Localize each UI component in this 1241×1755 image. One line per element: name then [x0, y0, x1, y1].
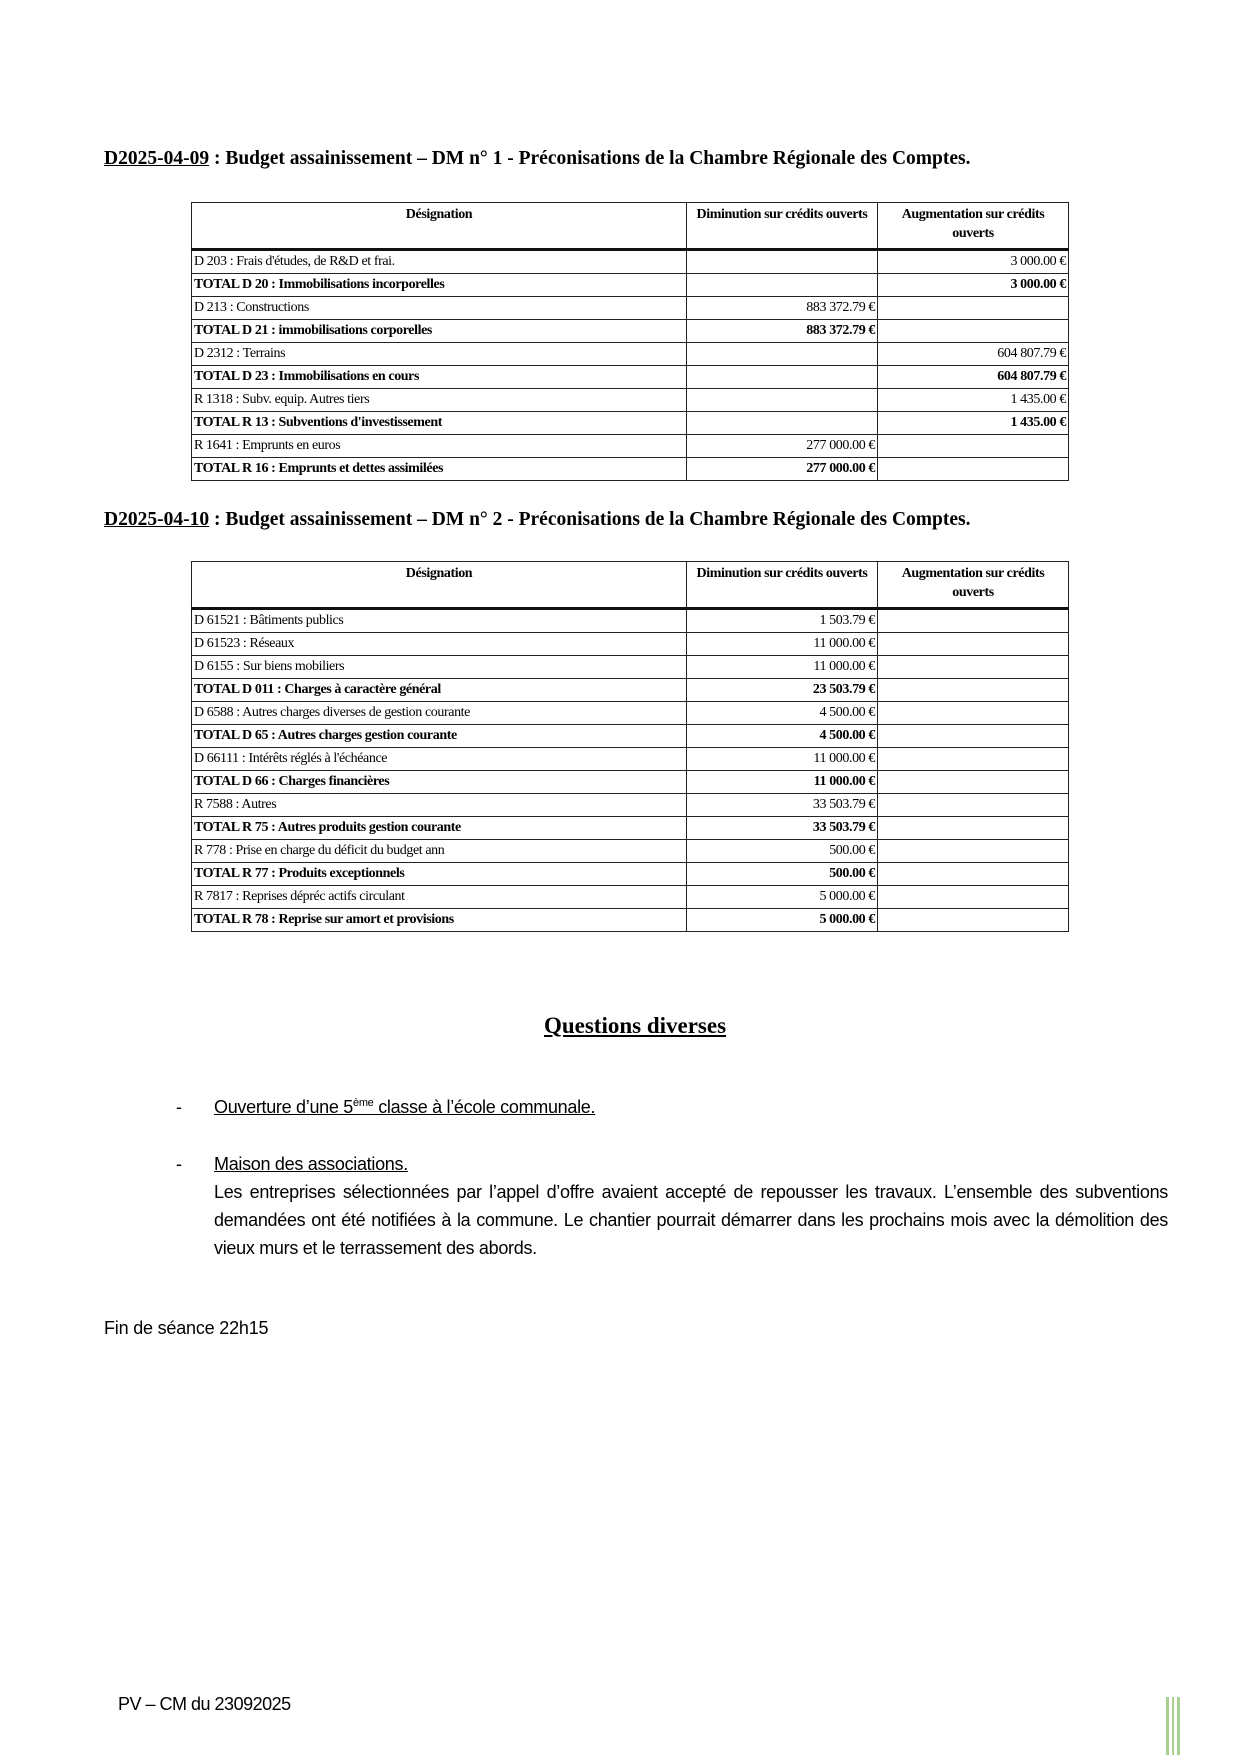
cell-designation: D 213 : Constructions — [192, 297, 687, 320]
cell-designation: TOTAL R 77 : Produits exceptionnels — [192, 863, 687, 886]
table-row — [192, 748, 1069, 771]
cell-designation: TOTAL D 66 : Charges financières — [192, 771, 687, 794]
table-row — [192, 389, 1069, 412]
deliberation-title: : Budget assainissement – DM n° 2 - Préconisations de la Chambre Régionale des Comptes. — [209, 509, 971, 530]
table-header-row — [192, 562, 1069, 609]
cell-designation: TOTAL R 16 : Emprunts et dettes assimilées — [192, 458, 687, 481]
cell-diminution: 33 503.79 € — [687, 794, 878, 817]
cell-augmentation: 1 435.00 € — [878, 412, 1069, 435]
table-row — [192, 794, 1069, 817]
footer-bar — [1177, 1697, 1180, 1755]
cell-diminution: 1 503.79 € — [687, 609, 878, 633]
cell-diminution: 5 000.00 € — [687, 886, 878, 909]
column-header-diminution: Diminution sur crédits ouverts — [687, 203, 878, 250]
cell-designation: R 778 : Prise en charge du déficit du budget ann — [192, 840, 687, 863]
column-header-designation: Désignation — [192, 203, 687, 250]
table-total-row — [192, 366, 1069, 389]
cell-designation: D 66111 : Intérêts réglés à l'échéance — [192, 748, 687, 771]
cell-designation: TOTAL D 20 : Immobilisations incorporelles — [192, 274, 687, 297]
cell-designation: D 2312 : Terrains — [192, 343, 687, 366]
cell-diminution — [687, 250, 878, 274]
cell-augmentation — [878, 702, 1069, 725]
cell-diminution: 500.00 € — [687, 840, 878, 863]
deliberation-heading-1 — [104, 148, 971, 170]
cell-augmentation — [878, 863, 1069, 886]
cell-augmentation — [878, 840, 1069, 863]
cell-diminution: 883 372.79 € — [687, 320, 878, 343]
table-total-row — [192, 320, 1069, 343]
question-title — [214, 1097, 595, 1117]
cell-designation: TOTAL D 21 : immobilisations corporelles — [192, 320, 687, 343]
deliberation-ref: D2025-04-09 — [104, 148, 210, 169]
cell-designation: D 61523 : Réseaux — [192, 633, 687, 656]
cell-designation: TOTAL D 23 : Immobilisations en cours — [192, 366, 687, 389]
question-body: Les entreprises sélectionnées par l’appel d’offre avaient accepté de repousser les travaux. L’ensemble des subventions demandées ont été notifiées à la commune. Le chantier pourrait démarrer dans les prochains mois avec la démolition des vieux murs et le terrassement des abords. — [214, 1182, 1168, 1258]
cell-augmentation — [878, 794, 1069, 817]
table-row — [192, 343, 1069, 366]
budget-table-dm2 — [191, 561, 1069, 932]
cell-augmentation — [878, 886, 1069, 909]
cell-diminution: 277 000.00 € — [687, 435, 878, 458]
cell-diminution: 5 000.00 € — [687, 909, 878, 932]
cell-augmentation — [878, 656, 1069, 679]
table-row — [192, 702, 1069, 725]
table-row — [192, 840, 1069, 863]
table-row — [192, 609, 1069, 633]
cell-designation: TOTAL R 13 : Subventions d'investissement — [192, 412, 687, 435]
column-header-augmentation: Augmentation sur crédits ouverts — [878, 562, 1069, 609]
cell-augmentation — [878, 458, 1069, 481]
cell-designation: TOTAL D 011 : Charges à caractère général — [192, 679, 687, 702]
footer-decoration-bars — [1166, 1697, 1180, 1755]
cell-augmentation — [878, 817, 1069, 840]
cell-augmentation: 3 000.00 € — [878, 250, 1069, 274]
cell-designation: R 7588 : Autres — [192, 794, 687, 817]
section-title-questions: Questions diverses — [543, 1013, 727, 1038]
cell-augmentation: 1 435.00 € — [878, 389, 1069, 412]
closing-time: Fin de séance 22h15 — [104, 1318, 269, 1338]
cell-diminution: 11 000.00 € — [687, 633, 878, 656]
cell-diminution: 277 000.00 € — [687, 458, 878, 481]
table-total-row — [192, 274, 1069, 297]
cell-diminution — [687, 389, 878, 412]
question-title-text: Ouverture d’une 5 — [214, 1097, 353, 1117]
cell-designation: TOTAL D 65 : Autres charges gestion courante — [192, 725, 687, 748]
cell-designation: TOTAL R 75 : Autres produits gestion courante — [192, 817, 687, 840]
cell-diminution — [687, 343, 878, 366]
cell-augmentation — [878, 609, 1069, 633]
cell-augmentation — [878, 725, 1069, 748]
footer-bar — [1166, 1697, 1169, 1755]
column-header-augmentation: Augmentation sur crédits ouverts — [878, 203, 1069, 250]
cell-diminution: 883 372.79 € — [687, 297, 878, 320]
cell-designation: D 6588 : Autres charges diverses de gestion courante — [192, 702, 687, 725]
table-total-row — [192, 679, 1069, 702]
table-total-row — [192, 725, 1069, 748]
cell-diminution: 11 000.00 € — [687, 748, 878, 771]
table-total-row — [192, 863, 1069, 886]
cell-designation: R 1318 : Subv. equip. Autres tiers — [192, 389, 687, 412]
cell-diminution — [687, 366, 878, 389]
column-header-diminution: Diminution sur crédits ouverts — [687, 562, 878, 609]
table-total-row — [192, 909, 1069, 932]
ordinal-superscript: ème — [353, 1097, 374, 1109]
table-total-row — [192, 412, 1069, 435]
cell-designation: R 1641 : Emprunts en euros — [192, 435, 687, 458]
cell-augmentation — [878, 771, 1069, 794]
cell-augmentation — [878, 435, 1069, 458]
cell-augmentation: 3 000.00 € — [878, 274, 1069, 297]
table-row — [192, 250, 1069, 274]
table-row — [192, 435, 1069, 458]
question-title-text: classe à l’école communale. — [373, 1097, 596, 1117]
cell-diminution: 23 503.79 € — [687, 679, 878, 702]
cell-augmentation — [878, 748, 1069, 771]
question-item-2 — [214, 1150, 1168, 1262]
cell-diminution: 11 000.00 € — [687, 656, 878, 679]
cell-diminution: 500.00 € — [687, 863, 878, 886]
footer-text: PV – CM du 23092025 — [118, 1694, 291, 1714]
bullet-marker: - — [176, 1154, 182, 1174]
cell-augmentation — [878, 297, 1069, 320]
budget-table-dm1 — [191, 202, 1069, 481]
cell-augmentation — [878, 320, 1069, 343]
bullet-marker: - — [176, 1097, 182, 1117]
table-row — [192, 886, 1069, 909]
cell-diminution — [687, 412, 878, 435]
cell-diminution: 4 500.00 € — [687, 702, 878, 725]
question-item-1 — [214, 1093, 1168, 1121]
cell-designation: D 61521 : Bâtiments publics — [192, 609, 687, 633]
cell-diminution — [687, 274, 878, 297]
deliberation-title: : Budget assainissement – DM n° 1 - Préconisations de la Chambre Régionale des Comptes. — [209, 148, 971, 169]
deliberation-ref: D2025-04-10 — [104, 509, 210, 530]
cell-augmentation — [878, 633, 1069, 656]
cell-augmentation: 604 807.79 € — [878, 343, 1069, 366]
table-total-row — [192, 817, 1069, 840]
deliberation-heading-2 — [104, 509, 971, 531]
table-total-row — [192, 771, 1069, 794]
table-header-row — [192, 203, 1069, 250]
table-row — [192, 656, 1069, 679]
table-row — [192, 633, 1069, 656]
column-header-designation: Désignation — [192, 562, 687, 609]
cell-augmentation — [878, 679, 1069, 702]
footer-bar — [1172, 1697, 1175, 1755]
question-title: Maison des associations. — [214, 1154, 408, 1174]
cell-designation: R 7817 : Reprises dépréc actifs circulant — [192, 886, 687, 909]
cell-augmentation: 604 807.79 € — [878, 366, 1069, 389]
cell-diminution: 11 000.00 € — [687, 771, 878, 794]
cell-designation: D 203 : Frais d'études, de R&D et frai. — [192, 250, 687, 274]
table-total-row — [192, 458, 1069, 481]
cell-designation: D 6155 : Sur biens mobiliers — [192, 656, 687, 679]
cell-designation: TOTAL R 78 : Reprise sur amort et provisions — [192, 909, 687, 932]
table-row — [192, 297, 1069, 320]
cell-augmentation — [878, 909, 1069, 932]
cell-diminution: 33 503.79 € — [687, 817, 878, 840]
cell-diminution: 4 500.00 € — [687, 725, 878, 748]
